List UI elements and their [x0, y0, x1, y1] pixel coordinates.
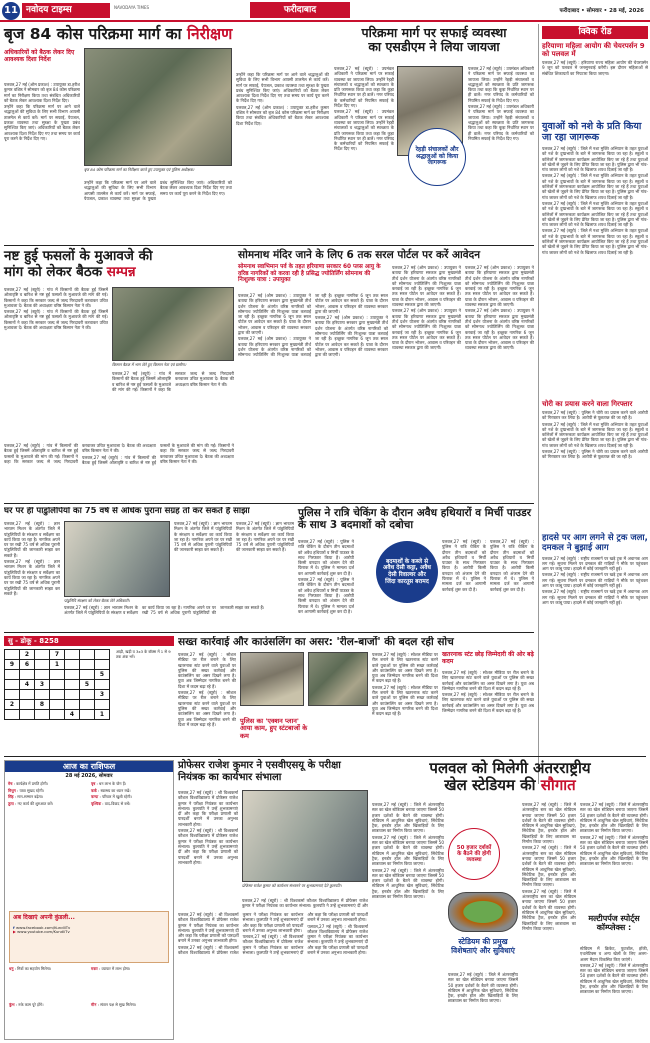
- zodiac-text: मित्रों का सहयोग मिलेगा।: [17, 966, 52, 971]
- body-text: पलवल,27 मई (ब्यूरो) : सोशल मीडिया पर रील बनाने के लिए खतरनाक स्टंट करने वाले युवाओं पर पुलिस की सख्त कार्रवाई और काउंसलिंग का असर दिखने लगा है। युवा अब जिम्मेदार नागरिक बनने की दिशा में कदम बढ़ा रहे हैं।: [178, 652, 236, 689]
- body-text: पलवल,27 मई (ब्यूरो) : श्री विश्वकर्मा कौशल विश्वविद्यालय में प्रोफेसर राजेश कुमार ने परीक्षा नियंत्रक का कार्यभार संभाला। कुलपति ने उन्हें शुभकामनाएं दीं और कहा कि परीक्षा प्रणाली को पारदर्शी बनाने में उनका अनुभव लाभकारी होगा।: [242, 912, 368, 956]
- kundli-promo: [9, 911, 169, 963]
- quote-text: रेहड़ी संचालकों और श्रद्धालुओं को किया जागरूक: [415, 145, 459, 167]
- body-text: पलवल,27 मई (ब्यूरो) : जिले में अंतरराष्ट्रीय स्तर का खेल स्टेडियम बनाया जाएगा जिसमें 50 हजार दर्शकों के बैठने की व्यवस्था होगी। स्टेडियम में आधुनिक खेल सुविधाएं, सिंथेटिक ट्रैक, इनडोर हॉल और खिलाड़ियों के लिए छात्रावास का निर्माण किया जाएगा।: [448, 972, 518, 1004]
- sudoku-cell[interactable]: [20, 710, 35, 720]
- sudoku-cell[interactable]: [50, 680, 65, 690]
- zodiac-name: मकर: [91, 966, 98, 971]
- divider: [4, 503, 534, 504]
- body-text: पलवल,27 मई (ब्यूरो) : पुलिस ने चोरी का प्रयास करने वाले आरोपी को गिरफ्तार कर लिया है। आरोपी से पूछताछ की जा रही है।: [542, 409, 648, 421]
- zodiac-name: मिथुन: [8, 787, 16, 793]
- story-crop-compensation: [4, 249, 234, 499]
- headline: प्रोफेसर राजेश कुमार ने एसवीएसयू के परीक्षा नियंत्रक का कार्यभार संभाला: [178, 760, 341, 783]
- sudoku-cell[interactable]: [35, 670, 50, 680]
- sudoku-cell[interactable]: 1: [50, 660, 65, 670]
- zodiac-name: कुंभ: [9, 1002, 15, 1007]
- body-text: पलवल,27 मई (ब्यूरो) : जिले में अंतरराष्ट्रीय स्तर का खेल स्टेडियम बनाया जाएगा जिसमें 50 हजार दर्शकों के बैठने की व्यवस्था होगी। स्टेडियम में आधुनिक खेल सुविधाएं, सिंथेटिक ट्रैक, इनडोर हॉल और खिलाड़ियों के लिए छात्रावास का निर्माण किया जाएगा।: [580, 802, 648, 834]
- headline-line-2: मांग को लेकर बैठक: [4, 263, 107, 280]
- body-text: पलवल,27 मई (ब्यूरो) : ज्ञान भारतम मिशन के अंतर्गत जिले में पांडुलिपियों के संरक्षण व सर्वेक्षण का कार्य किया जा रहा है। नागरिक अपने घर पर रखी 75 वर्ष से अधिक पुरानी पांडुलिपियों की जानकारी साझा कर सकते हैं।: [4, 521, 60, 558]
- subheadline: सोमनाथ स्वाभिमान पर्व के तहत हरियाणा सरकार 60 प्लस आयु के वरिष्ठ नागरिकों को करवा रही है प्रसिद्ध ज्योतिर्लिंग सोमनाथ की निःशुल्क यात्रा : उपायुक्त: [238, 264, 381, 284]
- body-text: पलवल,27 मई (ब्यूरो) : राष्ट्रीय राजमार्ग पर खड़े ट्रक में अचानक आग लग गई। सूचना मिलने पर दमकल की गाड़ियों ने मौके पर पहुंचकर आग पर काबू पाया। हादसे में कोई जानहानि नहीं हुई।: [542, 589, 648, 605]
- sudoku-cell[interactable]: [5, 670, 20, 680]
- headline-line-1: परिक्रमा मार्ग पर सफाई व्यवस्था: [361, 25, 507, 40]
- zodiac-sign: तुला : नए कार्य की शुरुआत करें।: [8, 800, 54, 806]
- body-text: उन्होंने कहा कि परिक्रमा मार्ग पर आने वाले श्रद्धालुओं की सुविधा के लिए सभी विभाग आपसी तालमेल से कार्य करें। मार्ग पर सफाई, पेयजल, प्रकाश व्यवस्था तथा सुरक्षा के पुख्ता प्रबंध सुनिश्चित किए जाएं। अधिकारियों को बैठक लेकर आवश्यक दिशा निर्देश दिए गए तथा समय पर कार्य पूरा करने के निर्देश दिए गए।: [84, 180, 232, 201]
- sidebar-item-title: हादसे पर आग लगने से ट्रक जला, दमकल ने बुझाई आग: [542, 532, 648, 553]
- body-text: पलवल,27 मई (ब्यूरो) : जिले में अंतरराष्ट्रीय स्तर का खेल स्टेडियम बनाया जाएगा जिसमें 50 हजार दर्शकों के बैठने की व्यवस्था होगी। स्टेडियम में आधुनिक खेल सुविधाएं, सिंथेटिक ट्रैक, इनडोर हॉल और खिलाड़ियों के लिए छात्रावास का निर्माण किया जाएगा।: [580, 834, 648, 867]
- zodiac-sign: कन्या : परिवार में खुशी रहेगी।: [91, 794, 132, 800]
- sudoku-cell[interactable]: [65, 700, 80, 710]
- story-body-col2: [392, 265, 534, 499]
- header-rule: [0, 20, 650, 22]
- body-text: पलवल,27 मई (ब्यूरो) : उपमंडल अधिकारी ने परिक्रमा मार्ग पर सफाई व्यवस्था का जायजा लिया। उन्होंने रेहड़ी संचालकों व श्रद्धालुओं को स्वच्छता के प्रति जागरूक किया तथा कहा कि कूड़ा निर्धारित स्थान पर ही डालें। नगर परिषद के कर्मचारियों को नियमित सफाई के निर्देश दिए गए।: [334, 66, 394, 109]
- story-body: [178, 790, 238, 908]
- sudoku-cell[interactable]: [65, 660, 80, 670]
- story-svsu-controller: [178, 760, 368, 1040]
- news-photo: [84, 48, 232, 166]
- story-body-col2: [242, 898, 368, 908]
- zodiac-text: नए कार्य की शुरुआत करें।: [17, 800, 54, 806]
- body-text: पलवल,27 मई (ओम प्रकाश) : उपायुक्त ने बताया कि हरियाणा सरकार द्वारा मुख्यमंत्री तीर्थ दर्शन योजना के अंतर्गत वरिष्ठ नागरिकों को सोमनाथ ज्योतिर्लिंग की निःशुल्क यात्रा करवाई जा रही है। इच्छुक नागरिक 6 जून तक सरल पोर्टल पर आवेदन कर सकते हैं। यात्रा के दौरान भोजन, आवास व परिवहन की व्यवस्था सरकार द्वारा की जाएगी।: [238, 293, 311, 336]
- body-text: पलवल,27 मई (ब्यूरो) : ज्ञान भारतम मिशन के अंतर्गत जिले में पांडुलिपियों के संरक्षण व सर्वेक्षण का कार्य किया जा रहा है। नागरिक अपने घर पर रखी 75 वर्ष से अधिक पुरानी पांडुलिपियों की जानकारी साझा कर सकते हैं।: [64, 605, 265, 616]
- zodiac-text: मान-सम्मान बढ़ेगा।: [17, 794, 44, 800]
- horoscope-panel: [4, 760, 174, 1040]
- section-tab: फरीदाबाद: [250, 2, 350, 18]
- sudoku-cell[interactable]: [80, 700, 95, 710]
- zodiac-name: धनु: [9, 966, 14, 971]
- sudoku-title: सु - डोकू - 8258: [4, 636, 174, 646]
- headline: घर पर ही पांडुलिपियों का 75 वर्ष से अधिक पुराना संग्रह तो कर सकते हैं साझा: [4, 507, 250, 516]
- story-body: [4, 287, 108, 439]
- sidebar-item-title: युवाओं को नशे के प्रति किया जा रहा जागरूक: [542, 121, 642, 144]
- story-sdm-cleanliness: [334, 26, 534, 242]
- sudoku-cell[interactable]: [50, 690, 65, 700]
- body-text: पलवल,27 मई (ब्यूरो) : जिले में नशा मुक्ति अभियान के तहत युवाओं को नशे के दुष्प्रभावों के बारे में जागरूक किया जा रहा है। स्कूलों व कॉलेजों में जागरूकता कार्यक्रम आयोजित किए जा रहे हैं तथा युवाओं को खेलों से जुड़ने के लिए प्रेरित किया जा रहा है। पुलिस द्वारा भी गांव-गांव जाकर लोगों को नशे के खिलाफ शपथ दिलाई जा रही है।: [542, 173, 648, 200]
- body-text: स्टेडियम में क्रिकेट, फुटबॉल, हॉकी, एथलेटिक्स व अन्य खेलों के लिए अलग-अलग मैदान विकसित किए जाएंगे।: [580, 946, 648, 962]
- photo-caption: प्रोफेसर राजेश कुमार को कार्यभार संभालने पर शुभकामनाएं देते कुलपति।: [242, 883, 342, 888]
- sudoku-cell[interactable]: 3: [95, 690, 110, 700]
- zodiac-name: वृष: [91, 781, 96, 786]
- zodiac-text: यात्रा सुखद रहेगी।: [19, 787, 44, 793]
- headline-part: बृज 84 कोस परिक्रमा मार्ग का: [4, 25, 187, 43]
- body-text: पलवल,27 मई (ब्यूरो) : गांव में किसानों की बैठक हुई जिसमें ओलावृष्टि व बारिश से नष्ट हुई फसलों के मुआवजे की मांग की गई। किसानों ने कहा कि सरकार जल्द से जल्द गिरदावरी करवाकर उचित मुआवजा दे। बैठक की अध्यक्षता वरिष्ठ किसान नेता ने की।: [4, 309, 108, 331]
- youtube-icon: ▶: [13, 929, 18, 935]
- brand-logo: नवोदय टाइम्स: [22, 3, 110, 18]
- news-photo: [64, 521, 170, 597]
- sudoku-cell[interactable]: [80, 710, 95, 720]
- sidebar-label: क्विक रीड: [542, 26, 648, 39]
- body-text: पलवल,27 मई (ब्यूरो) : श्री विश्वकर्मा कौशल विश्वविद्यालय में प्रोफेसर राजेश कुमार ने परीक्षा नियंत्रक का कार्यभार संभाला। कुलपति ने उन्हें शुभकामनाएं दीं और कहा कि परीक्षा प्रणाली को पारदर्शी बनाने में उनका अनुभव लाभकारी होगा।: [178, 828, 238, 865]
- story-body: [4, 82, 80, 242]
- byline: पलवल,27 मई (ओम प्रकाश) : उपायुक्त डा.हरीश कुमार वशिष्ठ ने सोमवार को बृज 84 कोस परिक्रमा मार्ग का निरीक्षण किया तथा संबंधित अधिकारियों को बैठक लेकर आवश्यक दिशा निर्देश दिए।: [236, 104, 329, 126]
- body-text: पलवल,27 मई (ब्यूरो) : उपमंडल अधिकारी ने परिक्रमा मार्ग पर सफाई व्यवस्था का जायजा लिया। उन्होंने रेहड़ी संचालकों व श्रद्धालुओं को स्वच्छता के प्रति जागरूक किया तथा कहा कि कूड़ा निर्धारित स्थान पर ही डालें। नगर परिषद के कर्मचारियों को नियमित सफाई के निर्देश दिए गए।: [334, 109, 394, 152]
- sudoku-cell[interactable]: [20, 670, 35, 680]
- body-text: पलवल,27 मई (ब्यूरो) : ज्ञान भारतम मिशन के अंतर्गत जिले में पांडुलिपियों के संरक्षण व सर्वेक्षण का कार्य किया जा रहा है। नागरिक अपने घर पर रखी 75 वर्ष से अधिक पुरानी पांडुलिपियों की जानकारी साझा कर सकते हैं।: [174, 521, 232, 553]
- zodiac-text: कार्यक्षेत्र में प्रगति होगी।: [16, 781, 48, 786]
- zodiac-list-bottom: [9, 967, 169, 1037]
- body-text: पलवल,27 मई (ओम प्रकाश) : उपायुक्त ने बताया कि हरियाणा सरकार द्वारा मुख्यमंत्री तीर्थ दर्शन योजना के अंतर्गत वरिष्ठ नागरिकों को सोमनाथ ज्योतिर्लिंग की निःशुल्क यात्रा करवाई जा रही है। इच्छुक नागरिक 6 जून तक सरल पोर्टल पर आवेदन कर सकते हैं। यात्रा के दौरान भोजन, आवास व परिवहन की व्यवस्था सरकार द्वारा की जाएगी।: [315, 315, 388, 358]
- story-body-col2: [4, 443, 234, 499]
- body-text: पलवल,27 मई (ब्यूरो) : श्री विश्वकर्मा कौशल विश्वविद्यालय में प्रोफेसर राजेश कुमार ने परीक्षा नियंत्रक का कार्यभार संभाला। कुलपति ने उन्हें शुभकामनाएं दीं और कहा कि परीक्षा प्रणाली को पारदर्शी बनाने में उनका अनुभव लाभकारी होगा।: [178, 912, 304, 956]
- story-body-col3: [64, 605, 294, 629]
- badge-text: 50 हजार दर्शकों के बैठने की होगी व्यवस्था: [456, 844, 492, 864]
- sudoku-grid: [4, 649, 110, 720]
- zodiac-sign: सिंह : मान-सम्मान बढ़ेगा।: [8, 794, 44, 800]
- masthead: [0, 0, 650, 22]
- story-international-stadium: [372, 760, 648, 1040]
- sudoku-row: [5, 650, 110, 660]
- headline-line-1: नष्ट हुई फसलों के मुआवजे की: [4, 248, 153, 264]
- side-body: [580, 946, 648, 1040]
- zodiac-sign: मीन : संतान पक्ष से सुख मिलेगा।: [91, 1002, 137, 1007]
- divider: [4, 245, 534, 246]
- sudoku-cell[interactable]: 4: [20, 680, 35, 690]
- zodiac-text: परिवार में खुशी रहेगी।: [101, 794, 132, 800]
- zodiac-text: वाद-विवाद से बचें।: [104, 800, 131, 806]
- sidebar-item-body: [542, 146, 648, 396]
- sudoku-cell[interactable]: [95, 660, 110, 670]
- body-text: पलवल,27 मई (ब्यूरो) : गांव में किसानों की बैठक हुई जिसमें ओलावृष्टि व बारिश से नष्ट हुई फसलों के मुआवजे की मांग की गई। किसानों ने कहा कि सरकार जल्द से जल्द गिरदावरी करवाकर उचित मुआवजा दे। बैठक की अध्यक्षता वरिष्ठ किसान नेता ने की।: [82, 443, 234, 465]
- photo-caption: पांडुलिपि संरक्षण को लेकर बैठक लेते अधिकारी।: [64, 598, 130, 603]
- zodiac-name: मेष: [8, 781, 13, 786]
- sudoku-cell[interactable]: [65, 690, 80, 700]
- story-body-col2: [522, 802, 576, 1040]
- zodiac-sign: कर्क : स्वास्थ्य का ध्यान रखें।: [91, 787, 131, 793]
- horoscope-title: आज का राशिफल: [5, 761, 173, 772]
- story-somnath-portal: [238, 249, 534, 499]
- date-line: फरीदाबाद • सोमवार • 28 मई, 2026: [559, 8, 644, 14]
- sidebar-item-body: [542, 410, 648, 530]
- body-text: पलवल,27 मई (ब्यूरो) : श्री विश्वकर्मा कौशल विश्वविद्यालय में प्रोफेसर राजेश कुमार ने परीक्षा नियंत्रक का कार्यभार संभाला। कुलपति ने उन्हें शुभकामनाएं दीं और: [242, 898, 368, 908]
- zodiac-sign: मकर : व्यापार में लाभ होगा।: [91, 966, 131, 971]
- story-police-arrest: [298, 507, 534, 629]
- story-body: [372, 802, 444, 1040]
- sidebar-quick-read: [538, 24, 648, 784]
- body-text: पलवल,27 मई (ब्यूरो) : जिले में नशा मुक्ति अभियान के तहत युवाओं को नशे के दुष्प्रभावों के बारे में जागरूक किया जा रहा है। स्कूलों व कॉलेजों में जागरूकता कार्यक्रम आयोजित किए जा रहे हैं तथा युवाओं को खेलों से जुड़ने के लिए प्रेरित किया जा रहा है। पुलिस द्वारा भी गांव-गांव जाकर लोगों को नशे के खिलाफ शपथ दिलाई जा रही है।: [542, 421, 648, 448]
- body-text: पलवल,27 मई (ब्यूरो) : जिले में नशा मुक्ति अभियान के तहत युवाओं को नशे के दुष्प्रभावों के बारे में जागरूक किया जा रहा है। स्कूलों व कॉलेजों में जागरूकता कार्यक्रम आयोजित किए जा रहे हैं तथा युवाओं को खेलों से जुड़ने के लिए प्रेरित किया जा रहा है। पुलिस द्वारा भी गांव-गांव जाकर लोगों को नशे के खिलाफ शपथ दिलाई जा रही है।: [542, 200, 648, 228]
- features-body: [448, 972, 518, 1040]
- stadium-illustration: [448, 892, 518, 932]
- body-text: पलवल,27 मई (ब्यूरो) : ज्ञान भारतम मिशन के अंतर्गत जिले में पांडुलिपियों के संरक्षण व सर्वेक्षण का कार्य किया जा रहा है। नागरिक अपने घर पर रखी 75 वर्ष से अधिक पुरानी पांडुलिपियों की जानकारी साझा कर सकते हैं।: [236, 521, 294, 553]
- sudoku-row: [5, 670, 110, 680]
- sudoku-cell[interactable]: [35, 710, 50, 720]
- sudoku-cell[interactable]: [50, 710, 65, 720]
- headline: पुलिस ने रात्रि चेकिंग के दौरान अवैध हथियारों व मिर्ची पाउडर के साथ 3 बदमाशों को दबोचा: [298, 507, 532, 532]
- body-text: पलवल,27 मई (ब्यूरो) : जिले में अंतरराष्ट्रीय स्तर का खेल स्टेडियम बनाया जाएगा जिसमें 50 हजार दर्शकों के बैठने की व्यवस्था होगी। स्टेडियम में आधुनिक खेल सुविधाएं, सिंथेटिक ट्रैक, इनडोर हॉल और खिलाड़ियों के लिए छात्रावास का निर्माण किया जाएगा।: [372, 802, 444, 834]
- sudoku-cell[interactable]: 5: [95, 670, 110, 680]
- sudoku-cell[interactable]: [35, 650, 50, 660]
- body-text: पलवल,27 मई (ब्यूरो) : सोशल मीडिया पर रील बनाने के लिए खतरनाक स्टंट करने वाले युवाओं पर पुलिस की सख्त कार्रवाई और काउंसलिंग का असर दिखने लगा है। युवा अब जिम्मेदार नागरिक बनने की दिशा में कदम बढ़ा रहे हैं।: [372, 684, 438, 717]
- zodiac-text: रुके काम पूरे होंगे।: [18, 1002, 44, 1007]
- news-photo: [240, 652, 304, 706]
- sudoku-cell[interactable]: [20, 690, 35, 700]
- zodiac-sign: कुंभ : रुके काम पूरे होंगे।: [9, 1002, 44, 1007]
- body-text: पलवल,27 मई (ब्यूरो) : जिले में अंतरराष्ट्रीय स्तर का खेल स्टेडियम बनाया जाएगा जिसमें 50 हजार दर्शकों के बैठने की व्यवस्था होगी। स्टेडियम में आधुनिक खेल सुविधाएं, सिंथेटिक ट्रैक, इनडोर हॉल और खिलाड़ियों के लिए छात्रावास का निर्माण किया जाएगा।: [580, 962, 648, 995]
- body-text: पलवल,27 मई (ब्यूरो) : गांव में किसानों की बैठक हुई जिसमें ओलावृष्टि व बारिश से नष्ट हुई फसलों के मुआवजे की मांग की गई। किसानों ने कहा कि सरकार जल्द से जल्द गिरदावरी करवाकर उचित मुआवजा दे। बैठक की अध्यक्षता वरिष्ठ किसान नेता ने की।: [4, 287, 108, 308]
- body-text: पलवल,27 मई (ब्यूरो) : सोशल मीडिया पर रील बनाने के लिए खतरनाक स्टंट करने वाले युवाओं पर पुलिस की सख्त कार्रवाई और काउंसलिंग का असर दिखने लगा है। युवा अब जिम्मेदार नागरिक बनने की दिशा में कदम बढ़ा रहे हैं।: [442, 692, 534, 714]
- zodiac-text: धन लाभ के योग हैं।: [99, 781, 127, 786]
- body-text: पलवल,27 मई (ब्यूरो) : गांव में किसानों की बैठक हुई जिसमें ओलावृष्टि व बारिश से नष्ट हुई फसलों के मुआवजे की मांग की गई। किसानों ने कहा कि सरकार जल्द से जल्द गिरदावरी करवाकर उचित मुआवजा दे। बैठक की अध्यक्षता वरिष्ठ किसान नेता ने की।: [112, 371, 234, 392]
- sudoku-cell[interactable]: [80, 690, 95, 700]
- sudoku-cell[interactable]: [5, 710, 20, 720]
- page-number: 11: [2, 2, 20, 20]
- side-title: मल्टीपर्पज स्पोर्ट्स कॉम्प्लेक्स :: [588, 914, 640, 933]
- story-body-col2: [84, 180, 232, 242]
- zodiac-text: स्वास्थ्य का ध्यान रखें।: [100, 787, 131, 793]
- zodiac-sign: मेष : कार्यक्षेत्र में प्रगति होगी।: [8, 781, 48, 786]
- body-text: पलवल,27 मई (ब्यूरो) : पुलिस ने रात्रि चेकिंग के दौरान तीन बदमाशों को अवैध हथियारों व मिर्ची पाउडर के साथ गिरफ्तार किया है। आरोपी किसी वारदात को अंजाम देने की फिराक में थे। पुलिस ने मामला दर्ज कर आगामी कार्रवाई शुरू कर दी है।: [490, 539, 534, 592]
- sudoku-cell[interactable]: [35, 660, 50, 670]
- body-text: पलवल,27 मई (ब्यूरो) : जिले में अंतरराष्ट्रीय स्तर का खेल स्टेडियम बनाया जाएगा जिसमें 50 हजार दर्शकों के बैठने की व्यवस्था होगी। स्टेडियम में आधुनिक खेल सुविधाएं, सिंथेटिक ट्रैक, इनडोर हॉल और खिलाड़ियों के लिए छात्रावास का निर्माण किया जाएगा।: [522, 845, 576, 888]
- sudoku-cell[interactable]: [20, 700, 35, 710]
- story-body-col2: [468, 66, 534, 242]
- body-text: पलवल,27 मई (ओम प्रकाश) : उपायुक्त ने बताया कि हरियाणा सरकार द्वारा मुख्यमंत्री तीर्थ दर्शन योजना के अंतर्गत वरिष्ठ नागरिकों को सोमनाथ ज्योतिर्लिंग की निःशुल्क यात्रा करवाई जा रही है। इच्छुक नागरिक 6 जून तक सरल पोर्टल पर आवेदन कर सकते हैं। यात्रा के दौरान भोजन, आवास व परिवहन की व्यवस्था सरकार द्वारा की जाएगी।: [392, 265, 461, 308]
- zodiac-sign: वृश्चिक : वाद-विवाद से बचें।: [91, 800, 131, 806]
- body-text: पलवल,27 मई (ब्यूरो) : पुलिस ने रात्रि चेकिंग के दौरान तीन बदमाशों को अवैध हथियारों व मिर्ची पाउडर के साथ गिरफ्तार किया है। आरोपी किसी वारदात को अंजाम देने की फिराक में थे। पुलिस ने मामला दर्ज कर आगामी कार्रवाई शुरू कर दी है।: [442, 539, 486, 592]
- youtube-link[interactable]: [13, 930, 165, 935]
- divider: [4, 632, 534, 633]
- headline-highlight: सम्पन्न: [106, 263, 136, 280]
- news-photo: [112, 287, 234, 361]
- body-text: पलवल,27 मई (ब्यूरो) : जिले में अंतरराष्ट्रीय स्तर का खेल स्टेडियम बनाया जाएगा जिसमें 50 हजार दर्शकों के बैठने की व्यवस्था होगी। स्टेडियम में आधुनिक खेल सुविधाएं, सिंथेटिक ट्रैक, इनडोर हॉल और खिलाड़ियों के लिए छात्रावास का निर्माण किया जाएगा।: [372, 867, 444, 900]
- story-manuscripts: [4, 507, 294, 629]
- features-box-title: स्टेडियम की प्रमुख विशेषताएं और सुविधाएं: [451, 937, 515, 955]
- sudoku-cell[interactable]: 3: [35, 680, 50, 690]
- headline: [4, 249, 234, 280]
- news-photo: [308, 652, 368, 706]
- sudoku-cell[interactable]: 1: [95, 710, 110, 720]
- zodiac-name: कर्क: [91, 787, 97, 793]
- body-text: पलवल,27 मई (ओम प्रकाश) : उपायुक्त ने बताया कि हरियाणा सरकार द्वारा मुख्यमंत्री तीर्थ दर्शन योजना के अंतर्गत वरिष्ठ नागरिकों को सोमनाथ ज्योतिर्लिंग की निःशुल्क यात्रा करवाई जा रही है। इच्छुक नागरिक 6 जून तक सरल पोर्टल पर आवेदन कर सकते हैं। यात्रा के दौरान भोजन, आवास व परिवहन की व्यवस्था सरकार द्वारा की जाएगी।: [392, 308, 461, 351]
- body-text: पलवल,27 मई (ब्यूरो) : श्री विश्वकर्मा कौशल विश्वविद्यालय में प्रोफेसर राजेश कुमार ने परीक्षा नियंत्रक का कार्यभार संभाला। कुलपति ने उन्हें शुभकामनाएं दीं और कहा कि परीक्षा प्रणाली को पारदर्शी बनाने में उनका अनुभव लाभकारी होगा।: [178, 790, 238, 827]
- headline: [372, 760, 648, 795]
- body-text: उन्होंने कहा कि परिक्रमा मार्ग पर आने वाले श्रद्धालुओं की सुविधा के लिए सभी विभाग आपसी तालमेल से कार्य करें। मार्ग पर सफाई, पेयजल, प्रकाश व्यवस्था तथा सुरक्षा के पुख्ता प्रबंध सुनिश्चित किए जाएं। अधिकारियों को बैठक लेकर आवश्यक दिशा निर्देश दिए गए तथा समय पर कार्य पूरा करने के निर्देश दिए गए।: [236, 72, 329, 104]
- inset-headline: पुलिस का 'एक्शन प्लान' आया काम, हुए स्टंटबाजों के कम: [240, 717, 308, 740]
- sudoku-cell[interactable]: [95, 680, 110, 690]
- sudoku-cell[interactable]: 7: [50, 650, 65, 660]
- body-text: पलवल,27 मई (ब्यूरो) : गांव में किसानों की बैठक हुई जिसमें ओलावृष्टि व बारिश से नष्ट हुई फसलों के मुआवजे की मांग की गई। किसानों ने कहा कि सरकार जल्द से जल्द गिरदावरी करवाकर उचित मुआवजा दे। बैठक की अध्यक्षता वरिष्ठ किसान नेता ने की।: [4, 443, 156, 464]
- zodiac-name: सिंह: [8, 794, 14, 800]
- story-body-col3: [178, 912, 368, 1040]
- sudoku-cell[interactable]: [5, 680, 20, 690]
- sudoku-cell[interactable]: [35, 690, 50, 700]
- sudoku-cell[interactable]: 5: [80, 680, 95, 690]
- zodiac-sign: धनु : मित्रों का सहयोग मिलेगा।: [9, 966, 52, 971]
- zodiac-text: व्यापार में लाभ होगा।: [101, 966, 131, 971]
- body-text: पलवल,27 मई (ब्यूरो) : उपमंडल अधिकारी ने परिक्रमा मार्ग पर सफाई व्यवस्था का जायजा लिया। उन्होंने रेहड़ी संचालकों व श्रद्धालुओं को स्वच्छता के प्रति जागरूक किया तथा कहा कि कूड़ा निर्धारित स्थान पर ही डालें। नगर परिषद के कर्मचारियों को नियमित सफाई के निर्देश दिए गए।: [468, 104, 534, 141]
- headline: सोमनाथ मंदिर जाने के लिए 6 तक सरल पोर्टल पर करें आवेदन: [238, 249, 481, 261]
- headline-line-1: पलवल को मिलेगी अंतरराष्ट्रीय: [429, 759, 591, 777]
- zodiac-sign: वृष : धन लाभ के योग हैं।: [91, 781, 127, 786]
- sudoku-cell[interactable]: 6: [20, 660, 35, 670]
- story-body: [4, 521, 60, 629]
- body-text: पलवल,27 मई (ब्यूरो) : पुलिस ने रात्रि चेकिंग के दौरान तीन बदमाशों को अवैध हथियारों व मिर्ची पाउडर के साथ गिरफ्तार किया है। आरोपी किसी वारदात को अंजाम देने की फिराक में थे। पुलिस ने मामला दर्ज कर आगामी कार्रवाई शुरू कर दी है।: [298, 577, 354, 614]
- sudoku-cell[interactable]: 8: [35, 700, 50, 710]
- sudoku-cell[interactable]: 9: [5, 660, 20, 670]
- sudoku-puzzle: [4, 636, 174, 754]
- sudoku-cell[interactable]: 2: [5, 700, 20, 710]
- sudoku-row: [5, 680, 110, 690]
- story-body: [178, 652, 236, 754]
- byline: पलवल,27 मई (ओम प्रकाश) : उपायुक्त डा.हरीश कुमार वशिष्ठ ने सोमवार को बृज 84 कोस परिक्रमा मार्ग का निरीक्षण किया तथा संबंधित अधिकारियों को बैठक लेकर आवश्यक दिशा निर्देश दिए।: [4, 82, 80, 103]
- body-text: पलवल,27 मई (ओम प्रकाश) : उपायुक्त ने बताया कि हरियाणा सरकार द्वारा मुख्यमंत्री तीर्थ दर्शन योजना के अंतर्गत वरिष्ठ नागरिकों को सोमनाथ ज्योतिर्लिंग की निःशुल्क यात्रा करवाई जा रही है। इच्छुक नागरिक 6 जून तक सरल पोर्टल पर आवेदन कर सकते हैं। यात्रा के दौरान भोजन, आवास व परिवहन की व्यवस्था सरकार द्वारा की जाएगी।: [465, 308, 534, 351]
- story-body: [238, 293, 388, 499]
- headline-highlight: निरीक्षण: [186, 25, 233, 43]
- headline-line-2: का एसडीएम ने लिया जायजा: [368, 39, 500, 55]
- headline: [4, 26, 329, 44]
- zodiac-text: संतान पक्ष से सुख मिलेगा।: [100, 1002, 137, 1007]
- youtube-url: www.youtube.com/KundliTv: [17, 929, 70, 935]
- sudoku-cell[interactable]: [95, 700, 110, 710]
- body-text: पलवल,27 मई (ब्यूरो) : जिले में अंतरराष्ट्रीय स्तर का खेल स्टेडियम बनाया जाएगा जिसमें 50 हजार दर्शकों के बैठने की व्यवस्था होगी। स्टेडियम में आधुनिक खेल सुविधाएं, सिंथेटिक ट्रैक, इनडोर हॉल और खिलाड़ियों के लिए छात्रावास का निर्माण किया जाएगा।: [522, 802, 576, 845]
- body-text: पलवल,27 मई (ब्यूरो) : राष्ट्रीय राजमार्ग पर खड़े ट्रक में अचानक आग लग गई। सूचना मिलने पर दमकल की गाड़ियों ने मौके पर पहुंचकर आग पर काबू पाया। हादसे में कोई जानहानि नहीं हुई।: [542, 572, 648, 588]
- zodiac-sign: मिथुन : यात्रा सुखद रहेगी।: [8, 787, 44, 793]
- story-parikrama-inspection: [4, 26, 329, 242]
- quote-badge: [408, 128, 466, 186]
- story-body-col3: [442, 670, 534, 754]
- body-text: पलवल,27 मई (ब्यूरो) : ज्ञान भारतम मिशन के अंतर्गत जिले में पांडुलिपियों के संरक्षण व सर्वेक्षण का कार्य किया जा रहा है। नागरिक अपने घर पर रखी 75 वर्ष से अधिक पुरानी पांडुलिपियों की जानकारी साझा कर सकते हैं।: [4, 559, 60, 596]
- sudoku-cell[interactable]: [50, 700, 65, 710]
- body-text: पलवल,27 मई (ओम प्रकाश) : उपायुक्त ने बताया कि हरियाणा सरकार द्वारा मुख्यमंत्री तीर्थ दर्शन योजना के अंतर्गत वरिष्ठ नागरिकों को सोमनाथ ज्योतिर्लिंग की निःशुल्क यात्रा करवाई जा रही है। इच्छुक नागरिक 6 जून तक सरल पोर्टल पर आवेदन कर सकते हैं। यात्रा के दौरान भोजन, आवास व परिवहन की व्यवस्था सरकार द्वारा की जाएगी।: [238, 293, 388, 358]
- quote-badge: [376, 541, 438, 603]
- promo-text: अब दिखाएं अपनी कुंडली...: [13, 914, 75, 921]
- body-text: पलवल,27 मई (ब्यूरो) : सोशल मीडिया पर रील बनाने के लिए खतरनाक स्टंट करने वाले युवाओं पर पुलिस की सख्त कार्रवाई और काउंसलिंग का असर दिखने लगा है। युवा अब जिम्मेदार नागरिक बनने की दिशा में कदम बढ़ा रहे हैं।: [372, 652, 438, 684]
- zodiac-name: कन्या: [91, 794, 99, 800]
- body-text: पलवल,27 मई (ब्यूरो) : पुलिस ने चोरी का प्रयास करने वाले आरोपी को गिरफ्तार कर लिया है। आरोपी से पूछताछ की जा रही है।: [542, 449, 648, 460]
- story-body-col2: [372, 652, 438, 754]
- story-reel-makers: [178, 636, 534, 754]
- story-body-col2: [442, 539, 534, 629]
- body-text: पलवल,27 मई (ब्यूरो) : उपमंडल अधिकारी ने परिक्रमा मार्ग पर सफाई व्यवस्था का जायजा लिया। उन्होंने रेहड़ी संचालकों व श्रद्धालुओं को स्वच्छता के प्रति जागरूक किया तथा कहा कि कूड़ा निर्धारित स्थान पर ही डालें। नगर परिषद के कर्मचारियों को नियमित सफाई के निर्देश दिए गए।: [468, 66, 534, 103]
- photo-caption: किसान बैठक में भाग लेते हुए किसान नेता एवं ग्रामीण।: [112, 362, 187, 367]
- sudoku-row: [5, 660, 110, 670]
- body-text: पलवल,27 मई (ब्यूरो) : श्री विश्वकर्मा कौशल विश्वविद्यालय में प्रोफेसर राजेश कुमार ने परीक्षा नियंत्रक का कार्यभार संभाला। कुलपति ने उन्हें शुभकामनाएं दीं और कहा कि परीक्षा प्रणाली को पारदर्शी बनाने में उनका अनुभव लाभकारी होगा।: [307, 923, 368, 956]
- body-text: पलवल,27 मई (ब्यूरो) : जिले में नशा मुक्ति अभियान के तहत युवाओं को नशे के दुष्प्रभावों के बारे में जागरूक किया जा रहा है। स्कूलों व कॉलेजों में जागरूकता कार्यक्रम आयोजित किए जा रहे हैं तथा युवाओं को खेलों से जुड़ने के लिए प्रेरित किया जा रहा है। पुलिस द्वारा भी गांव-गांव जाकर लोगों को नशे के खिलाफ शपथ दिलाई जा रही है।: [542, 145, 648, 173]
- sudoku-row: [5, 700, 110, 710]
- body-text: पलवल,27 मई (ब्यूरो) : जिले में अंतरराष्ट्रीय स्तर का खेल स्टेडियम बनाया जाएगा जिसमें 50 हजार दर्शकों के बैठने की व्यवस्था होगी। स्टेडियम में आधुनिक खेल सुविधाएं, सिंथेटिक ट्रैक, इनडोर हॉल और खिलाड़ियों के लिए छात्रावास का निर्माण किया जाएगा।: [372, 834, 444, 867]
- headline-line-2: खेल स्टेडियम की: [444, 776, 541, 795]
- horoscope-date: 28 मई 2026, सोमवार: [65, 773, 113, 779]
- story-body-col3: [580, 802, 648, 910]
- story-body: [298, 539, 354, 629]
- sidebar-item-body: [542, 556, 648, 706]
- body-text: पलवल,27 मई (ब्यूरो) : जिले में अंतरराष्ट्रीय स्तर का खेल स्टेडियम बनाया जाएगा जिसमें 50 हजार दर्शकों के बैठने की व्यवस्था होगी। स्टेडियम में आधुनिक खेल सुविधाएं, सिंथेटिक ट्रैक, इनडोर हॉल और खिलाड़ियों के लिए छात्रावास का निर्माण किया जाएगा।: [522, 888, 576, 931]
- story-body-col2: [174, 521, 294, 601]
- story-body: [334, 66, 394, 242]
- zodiac-name: वृश्चिक: [91, 800, 102, 806]
- body-text: पलवल,27 मई (ब्यूरो) : सोशल मीडिया पर रील बनाने के लिए खतरनाक स्टंट करने वाले युवाओं पर पुलिस की सख्त कार्रवाई और काउंसलिंग का असर दिखने लगा है। युवा अब जिम्मेदार नागरिक बनने की दिशा में कदम बढ़ा रहे हैं।: [178, 690, 236, 727]
- sudoku-cell[interactable]: [80, 650, 95, 660]
- zodiac-name: मीन: [91, 1002, 97, 1007]
- quote-text: बदमाशों के कब्जे से अवैध देसी कट्टा, अवैध देसी रिवाल्वर और जिंदा कारतूस बरामद: [383, 558, 431, 585]
- zodiac-name: तुला: [8, 800, 14, 806]
- body-text: पलवल,27 मई (ब्यूरो) : जिले में नशा मुक्ति अभियान के तहत युवाओं को नशे के दुष्प्रभावों के बारे में जागरूक किया जा रहा है। स्कूलों व कॉलेजों में जागरूकता कार्यक्रम आयोजित किए जा रहे हैं तथा युवाओं को खेलों से जुड़ने के लिए प्रेरित किया जा रहा है। पुलिस द्वारा भी गांव-गांव जाकर लोगों को नशे के खिलाफ शपथ दिलाई जा रही है।: [542, 228, 648, 255]
- headline-highlight: सौगात: [540, 776, 576, 795]
- sudoku-cell[interactable]: [95, 650, 110, 660]
- sudoku-cell[interactable]: [65, 650, 80, 660]
- subheadline: अधिकारियों को बैठक लेकर दिए आवश्यक दिशा निर्देश: [4, 49, 75, 63]
- sudoku-cell[interactable]: [80, 660, 95, 670]
- subheadline: खतरनाक स्टंट छोड़ जिम्मेदारी की ओर बढ़े कदम: [442, 651, 534, 665]
- headline: सख्त कार्रवाई और काउंसलिंग का असर: 'रील-बाजों' की बदल रही सोच: [178, 636, 454, 648]
- headline: [334, 26, 534, 55]
- body-text: पलवल,27 मई (ब्यूरो) : श्री विश्वकर्मा कौशल विश्वविद्यालय में प्रोफेसर राजेश कुमार ने परीक्षा नियंत्रक का कार्यभार संभाला। कुलपति ने उन्हें शुभकामनाएं दीं और कहा कि परीक्षा प्रणाली को पारदर्शी बनाने में उनका अनुभव लाभकारी होगा।: [178, 912, 239, 944]
- sudoku-cell[interactable]: [80, 670, 95, 680]
- sudoku-cell[interactable]: [65, 680, 80, 690]
- story-body-col3: [236, 72, 329, 242]
- sudoku-row: [5, 710, 110, 720]
- body-text: पलवल,27 मई (ब्यूरो) : राष्ट्रीय राजमार्ग पर खड़े ट्रक में अचानक आग लग गई। सूचना मिलने पर दमकल की गाड़ियों ने मौके पर पहुंचकर आग पर काबू पाया। हादसे में कोई जानहानि नहीं हुई।: [542, 555, 648, 572]
- news-photo: [242, 790, 368, 882]
- sidebar-item-title: चोरी का प्रयास करने वाला गिरफ्तार: [542, 399, 633, 408]
- sudoku-rules: आड़ी, खड़ी व 3x3 के बॉक्स में 1 से 9 तक अंक भरें।: [116, 649, 171, 659]
- sudoku-cell[interactable]: [50, 670, 65, 680]
- sudoku-row: [5, 690, 110, 700]
- sudoku-cell[interactable]: [5, 650, 20, 660]
- brand-tagline: NAVODAYA TIMES: [114, 5, 150, 10]
- story-body-col3: [112, 371, 234, 439]
- body-text: पलवल,27 मई (ब्यूरो) : सोशल मीडिया पर रील बनाने के लिए खतरनाक स्टंट करने वाले युवाओं पर पुलिस की सख्त कार्रवाई और काउंसलिंग का असर दिखने लगा है। युवा अब जिम्मेदार नागरिक बनने की दिशा में कदम बढ़ा रहे हैं।: [442, 670, 534, 691]
- zodiac-list: [5, 780, 173, 808]
- stadium-badge: [448, 828, 500, 880]
- facebook-url: www.facebook.com/KundliTv: [15, 924, 71, 930]
- facebook-icon: f: [13, 924, 16, 930]
- divider: [4, 756, 646, 757]
- sudoku-cell[interactable]: [5, 690, 20, 700]
- sudoku-cell[interactable]: 4: [65, 710, 80, 720]
- sidebar-item-title: हरियाणा महिला आयोग की चेयरपर्सन 9 को पलवल में: [542, 42, 645, 59]
- sudoku-cell[interactable]: 2: [20, 650, 35, 660]
- sidebar-item-body: पलवल,27 मई (ब्यूरो) : हरियाणा राज्य महिला आयोग की चेयरपर्सन 9 जून को पलवल में जनसुनवाई करेंगी। इस दौरान महिलाओं से संबंधित शिकायतों का निपटारा किया जाएगा।: [542, 60, 648, 76]
- photo-caption: बृज 84 कोस परिक्रमा मार्ग का निरीक्षण करते हुए उपायुक्त एवं पुलिस अधीक्षक।: [84, 167, 195, 172]
- body-text: पलवल,27 मई (ओम प्रकाश) : उपायुक्त ने बताया कि हरियाणा सरकार द्वारा मुख्यमंत्री तीर्थ दर्शन योजना के अंतर्गत वरिष्ठ नागरिकों को सोमनाथ ज्योतिर्लिंग की निःशुल्क यात्रा करवाई जा रही है। इच्छुक नागरिक 6 जून तक सरल पोर्टल पर आवेदन कर सकते हैं। यात्रा के दौरान भोजन, आवास व परिवहन की व्यवस्था सरकार द्वारा की जाएगी।: [465, 265, 534, 308]
- body-text: पलवल,27 मई (ब्यूरो) : पुलिस ने रात्रि चेकिंग के दौरान तीन बदमाशों को अवैध हथियारों व मिर्ची पाउडर के साथ गिरफ्तार किया है। आरोपी किसी वारदात को अंजाम देने की फिराक में थे। पुलिस ने मामला दर्ज कर आगामी कार्रवाई शुरू कर दी है।: [298, 539, 354, 576]
- sudoku-cell[interactable]: [65, 670, 80, 680]
- body-text: उन्होंने कहा कि परिक्रमा मार्ग पर आने वाले श्रद्धालुओं की सुविधा के लिए सभी विभाग आपसी तालमेल से कार्य करें। मार्ग पर सफाई, पेयजल, प्रकाश व्यवस्था तथा सुरक्षा के पुख्ता प्रबंध सुनिश्चित किए जाएं। अधिकारियों को बैठक लेकर आवश्यक दिशा निर्देश दिए गए तथा समय पर कार्य पूरा करने के निर्देश दिए गए।: [4, 104, 80, 141]
